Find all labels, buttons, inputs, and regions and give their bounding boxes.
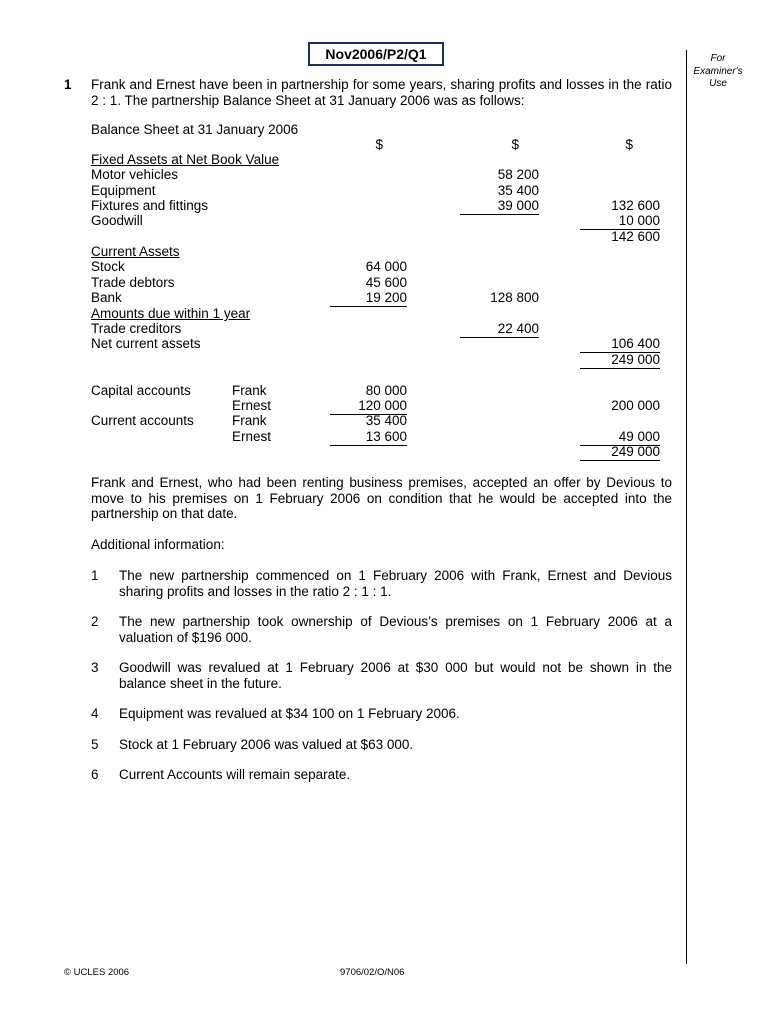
capital-total-value: 200 000 — [611, 398, 660, 413]
list-item: Current Accounts will remain separate. — [119, 767, 351, 782]
capital-ernest-name: Ernest — [232, 398, 272, 413]
trade-creditors-value: 22 400 — [460, 321, 539, 338]
fixed-assets-heading: Fixed Assets at Net Book Value — [91, 152, 280, 167]
current-ernest-name: Ernest — [232, 429, 272, 444]
list-item: Equipment was revalued at $34 100 on 1 February 2006. — [119, 706, 460, 721]
current-assets-total: 128 800 — [490, 290, 539, 305]
list-item-number: 3 — [91, 660, 99, 675]
stock-label: Stock — [91, 259, 125, 274]
list-item: The new partnership commenced on 1 February 2006 with Frank, Ernest and Devious sharing profits and losses in the ratio 2 : 1 : 1. — [119, 568, 672, 599]
financed-total: 249 000 — [580, 444, 660, 461]
capital-frank-value: 80 000 — [365, 383, 407, 398]
currency-header-2: $ — [511, 137, 519, 152]
bank-value: 19 200 — [330, 290, 407, 307]
currency-header-3: $ — [625, 137, 633, 152]
examiner-margin-rule — [686, 50, 687, 964]
question-tag: Nov2006/P2/Q1 — [308, 42, 444, 66]
current-accounts-label: Current accounts — [91, 413, 194, 428]
fixtures-value: 39 000 — [460, 198, 539, 215]
amounts-due-heading: Amounts due within 1 year — [91, 306, 251, 321]
footer-copyright: © UCLES 2006 — [64, 967, 130, 978]
question-intro: Frank and Ernest have been in partnership for some years, sharing profits and losses in the ratio 2 : 1. The partnership Balance Sheet at 31 January 2006 was as follows: — [91, 77, 672, 108]
list-item-number: 1 — [91, 568, 99, 583]
equipment-value: 35 400 — [497, 183, 539, 198]
net-assets-total: 249 000 — [580, 352, 660, 369]
current-frank-name: Frank — [232, 413, 267, 428]
motor-vehicles-value: 58 200 — [497, 167, 539, 182]
list-item-number: 2 — [91, 614, 99, 629]
trade-debtors-label: Trade debtors — [91, 275, 175, 290]
current-frank-value: 35 400 — [365, 413, 407, 428]
list-item: Stock at 1 February 2006 was valued at $63 000. — [119, 737, 414, 752]
stock-value: 64 000 — [365, 259, 407, 274]
fixed-total-value: 142 600 — [611, 229, 660, 244]
current-accounts-total: 49 000 — [580, 429, 660, 446]
fixed-subtotal-value: 132 600 — [611, 198, 660, 213]
net-current-assets-value: 106 400 — [580, 336, 660, 353]
fixtures-label: Fixtures and fittings — [91, 198, 209, 213]
capital-frank-name: Frank — [232, 383, 267, 398]
list-item-number: 4 — [91, 706, 99, 721]
trade-debtors-value: 45 600 — [365, 275, 407, 290]
examiner-use-label: For Examiner's Use — [693, 53, 743, 89]
additional-info-heading: Additional information: — [91, 537, 225, 552]
footer-paper-code: 9706/02/O/N06 — [340, 967, 405, 978]
list-item-number: 6 — [91, 767, 99, 782]
capital-ernest-value: 120 000 — [330, 398, 407, 415]
list-item: The new partnership took ownership of Devious’s premises on 1 February 2006 at a valuation of $196 000. — [119, 614, 672, 645]
question-number: 1 — [64, 77, 72, 92]
list-item-number: 5 — [91, 737, 99, 752]
goodwill-value: 10 000 — [580, 213, 660, 230]
current-assets-heading: Current Assets — [91, 244, 180, 259]
currency-header-1: $ — [375, 137, 383, 152]
capital-accounts-label: Capital accounts — [91, 383, 191, 398]
balance-sheet-title: Balance Sheet at 31 January 2006 — [91, 122, 299, 137]
equipment-label: Equipment — [91, 183, 156, 198]
trade-creditors-label: Trade creditors — [91, 321, 182, 336]
net-current-assets-label: Net current assets — [91, 336, 201, 351]
list-item: Goodwill was revalued at 1 February 2006 at $30 000 but would not be shown in the balance sheet in the future. — [119, 660, 672, 691]
current-ernest-value: 13 600 — [330, 429, 407, 446]
bank-label: Bank — [91, 290, 122, 305]
scenario-paragraph: Frank and Ernest, who had been renting business premises, accepted an offer by Devious to move to his premises on 1 February 2006 on condition that he would be accepted into the partnership on that date. — [91, 475, 672, 521]
motor-vehicles-label: Motor vehicles — [91, 167, 179, 182]
goodwill-label: Goodwill — [91, 213, 143, 228]
